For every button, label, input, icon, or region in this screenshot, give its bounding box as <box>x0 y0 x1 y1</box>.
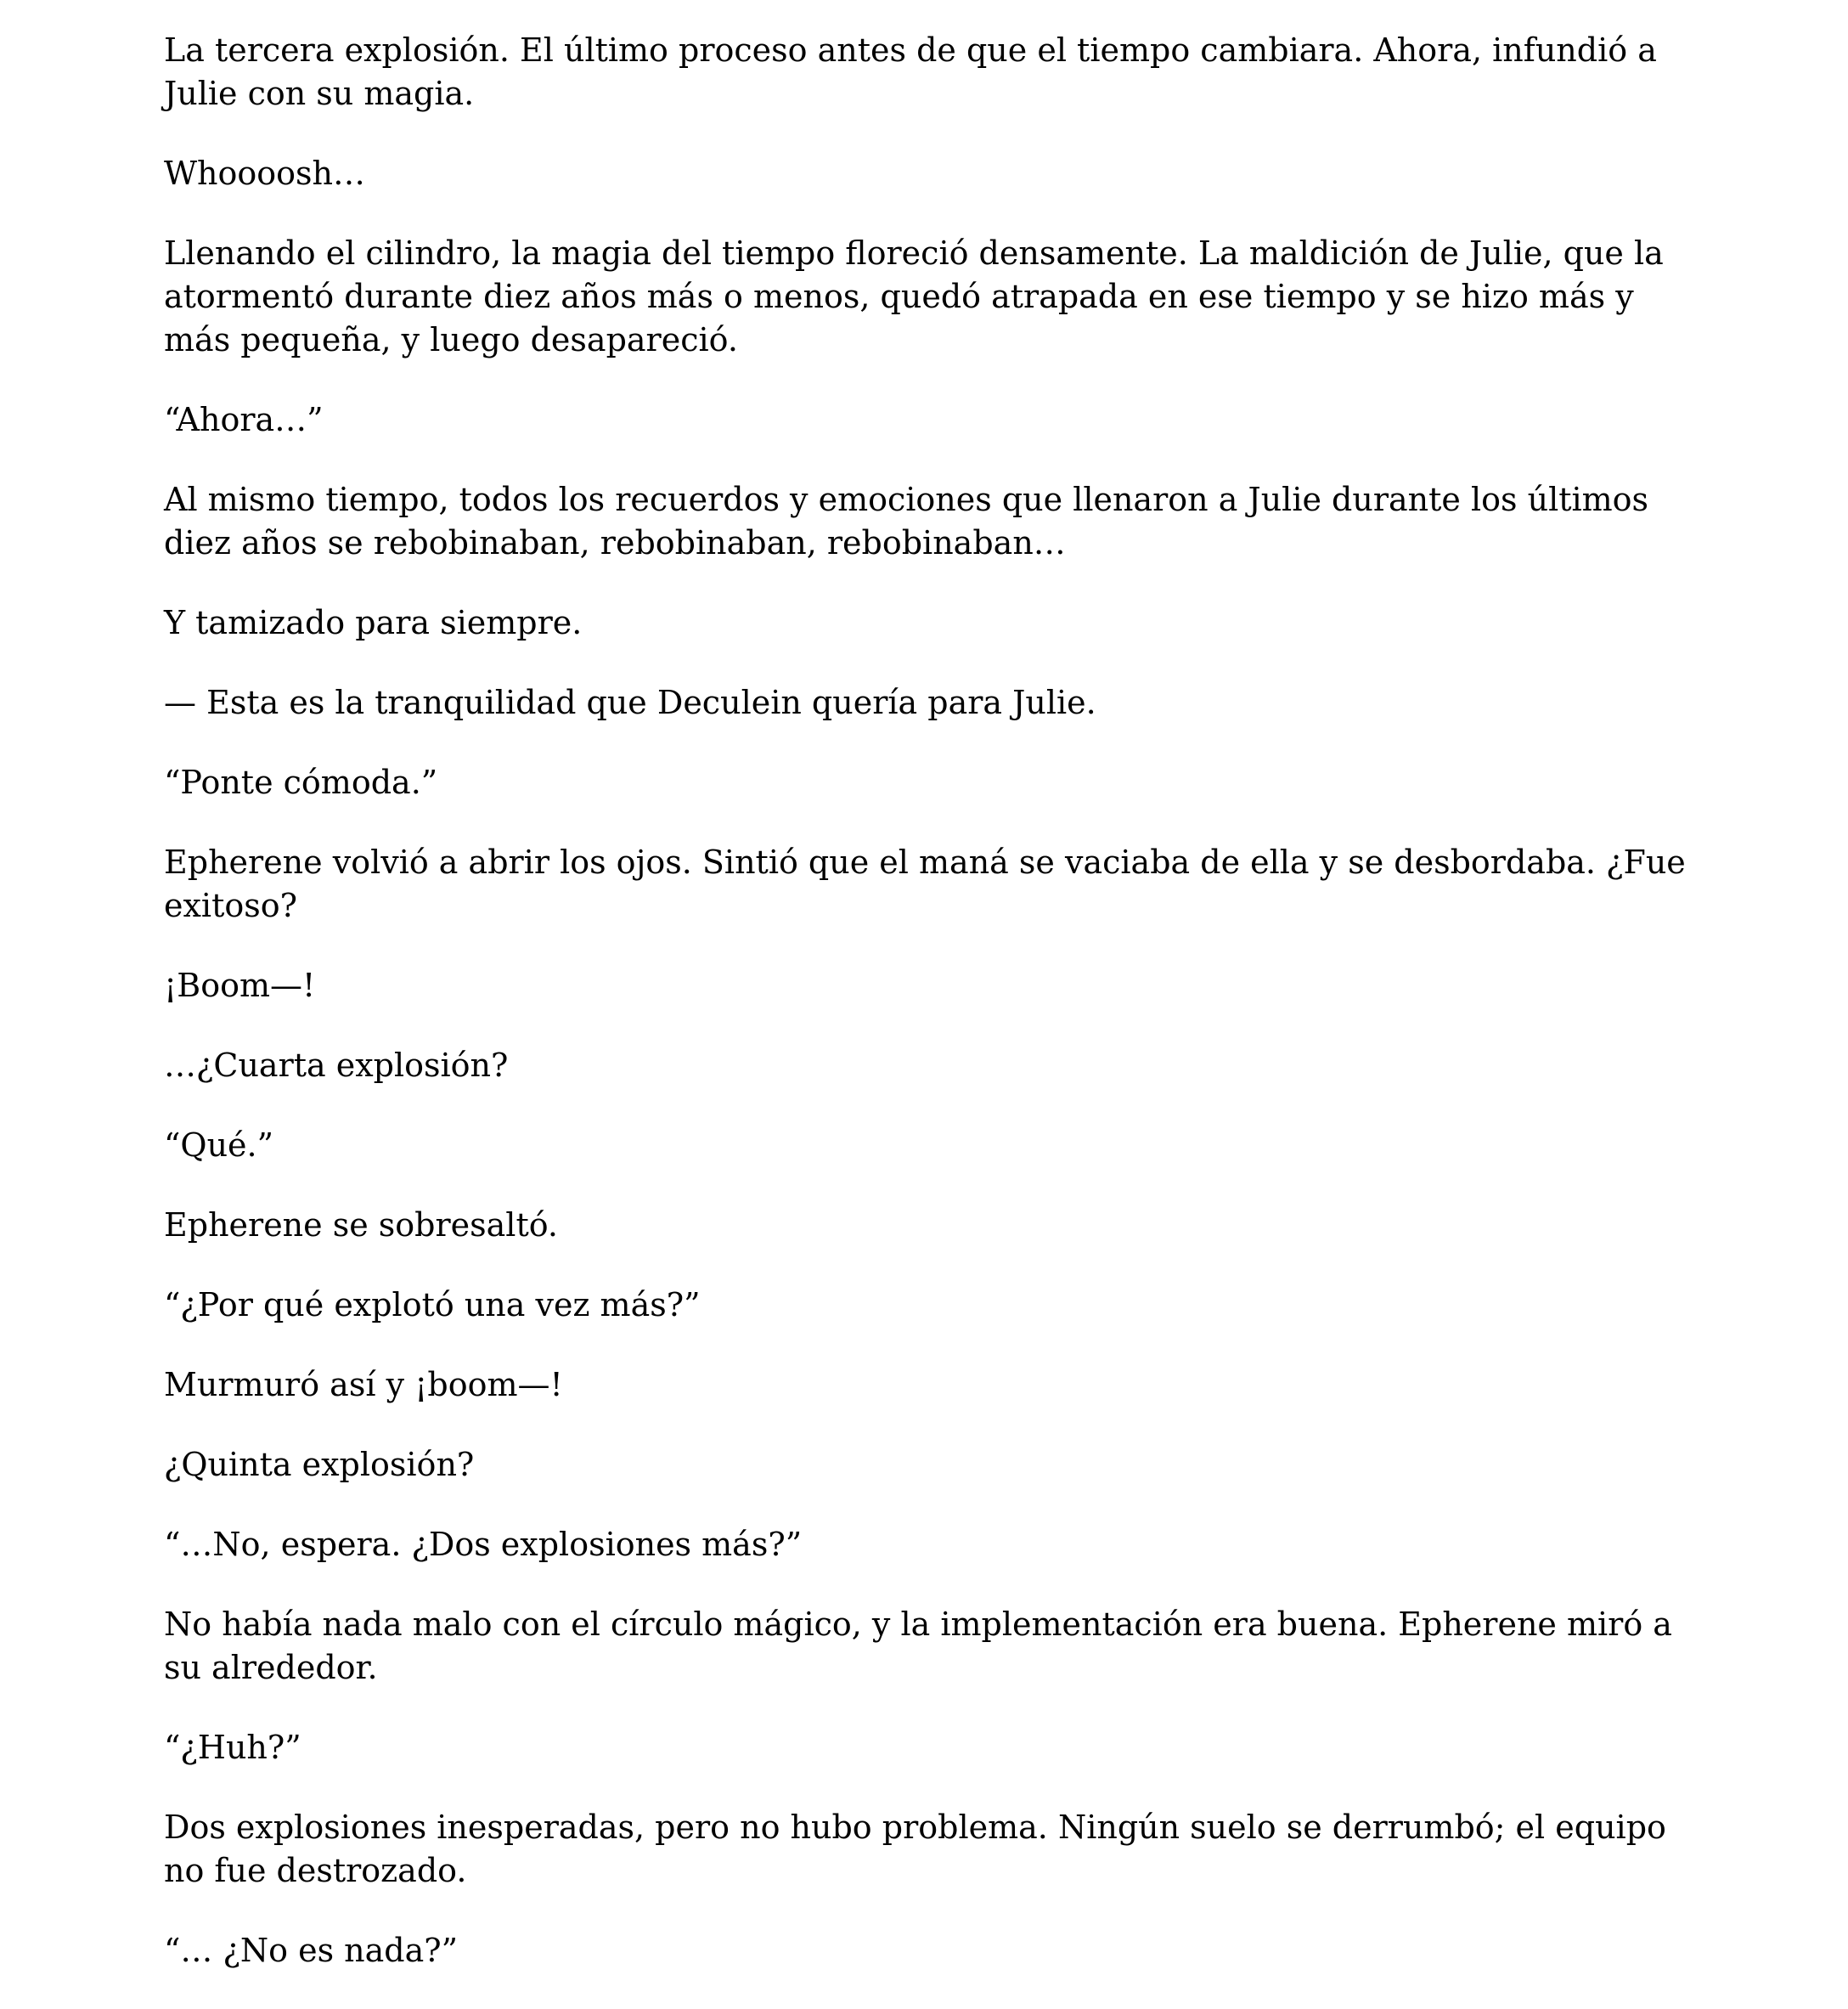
paragraph: “¿Huh?” <box>164 1729 301 1766</box>
paragraph: ¿Quinta explosión? <box>164 1446 475 1483</box>
paragraph: La tercera explosión. El último proceso antes de que el tiempo cambiara. Ahora, infundió a Julie con su magia. <box>164 31 1657 112</box>
document-page <box>164 29 1710 2009</box>
paragraph: “… ¿No es nada?” <box>164 1932 459 1969</box>
paragraph: …¿Cuarta explosión? <box>164 1047 509 1084</box>
paragraph: — Esta es la tranquilidad que Deculein quería para Julie. <box>164 684 1096 721</box>
paragraph: “Qué.” <box>164 1126 274 1164</box>
paragraph: Al mismo tiempo, todos los recuerdos y emociones que llenaron a Julie durante los últimos diez años se rebobinaban, rebobinaban, rebobinaban… <box>164 481 1649 562</box>
paragraph: “Ahora…” <box>164 401 324 438</box>
paragraph: Llenando el cilindro, la magia del tiempo floreció densamente. La maldición de Julie, que la atormentó durante diez años más o menos, quedó atrapada en ese tiempo y se hizo más y más pequeña, y luego desapareció. <box>164 234 1664 358</box>
paragraph: “Ponte cómoda.” <box>164 764 438 801</box>
paragraph: No había nada malo con el círculo mágico, y la implementación era buena. Epherene miró a su alrededor. <box>164 1606 1672 1686</box>
paragraph: Y tamizado para siempre. <box>164 604 583 641</box>
paragraph: Murmuró así y ¡boom—! <box>164 1366 563 1403</box>
paragraph: ¡Boom—! <box>164 967 316 1004</box>
paragraph: Epherene volvió a abrir los ojos. Sintió que el maná se vaciaba de ella y se desbordaba. ¿Fue exitoso? <box>164 844 1686 924</box>
paragraph: Whoooosh… <box>164 155 366 192</box>
paragraph: Epherene se sobresaltó. <box>164 1206 559 1244</box>
paragraph: Dos explosiones inesperadas, pero no hubo problema. Ningún suelo se derrumbó; el equipo no fue destrozado. <box>164 1809 1666 1889</box>
paragraph: “…No, espera. ¿Dos explosiones más?” <box>164 1526 803 1563</box>
paragraph: “¿Por qué explotó una vez más?” <box>164 1286 701 1323</box>
